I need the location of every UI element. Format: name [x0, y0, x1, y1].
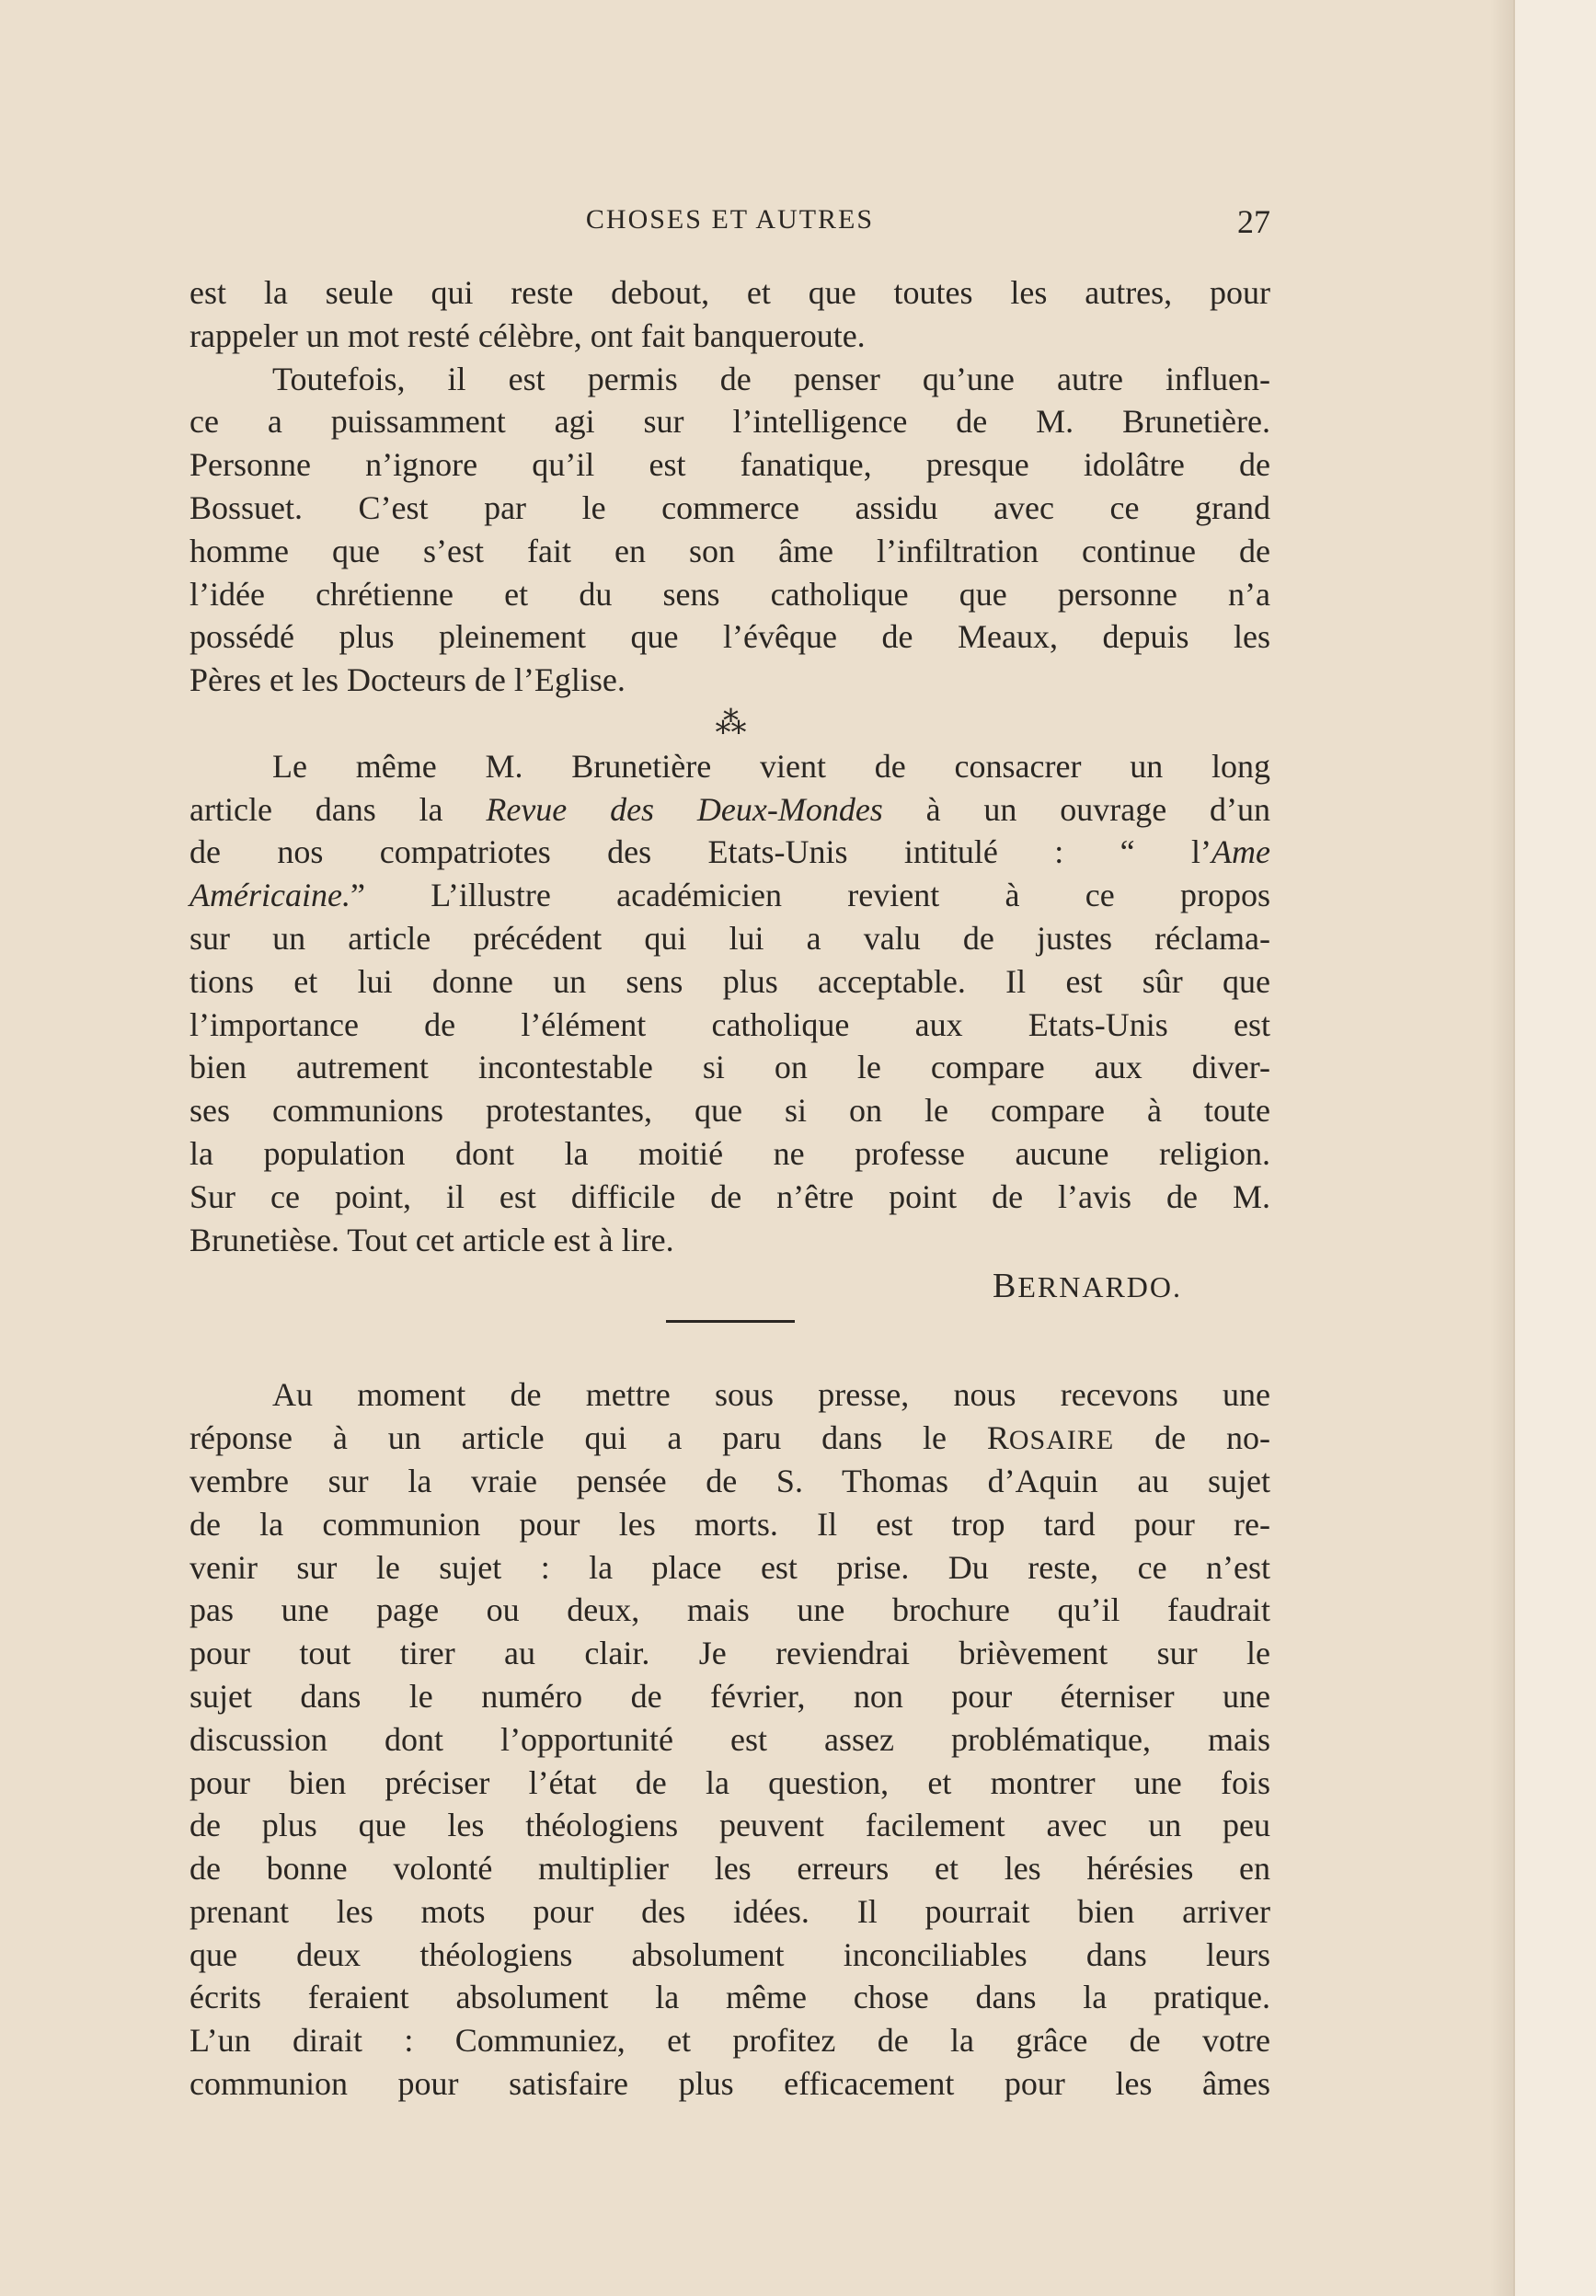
book-title-italic: Ame	[1211, 833, 1270, 871]
text-line: Pères et les Docteurs de l’Eglise.	[189, 661, 626, 699]
text-line: Brunetièse. Tout cet article est à lire.	[189, 1221, 674, 1258]
text-line	[189, 788, 1270, 832]
text-line: tions et lui donne un sens plus acceptable. Il est sûr que	[189, 962, 1270, 1000]
text-line: vembre sur la vraie pensée de S. Thomas d’Aquin au sujet	[189, 1462, 1270, 1499]
text-line: possédé plus pleinement que l’évêque de Meaux, depuis les	[189, 618, 1270, 656]
text-line: Au moment de mettre sous presse, nous recevons une	[272, 1376, 1270, 1414]
text-fragment: à un ouvrage d’un	[882, 790, 1270, 828]
text-line: homme que s’est fait en son âme l’infiltration continue de	[189, 532, 1270, 569]
text-line: discussion dont l’opportunité est assez problématique, mais	[189, 1720, 1270, 1758]
text-fragment: de nos compatriotes des Etats-Unis intitulé : “ l’	[189, 833, 1212, 871]
text-line: de bonne volonté multiplier les erreurs et les hérésies en	[189, 1850, 1270, 1888]
journal-title-italic: Revue des Deux-Mondes	[486, 790, 883, 828]
page-gutter-shadow	[1490, 0, 1513, 2296]
text-line: venir sur le sujet : la place est prise. Du reste, ce n’est	[189, 1548, 1270, 1586]
text-line: prenant les mots pour des idées. Il pourrait bien arriver	[189, 1892, 1270, 1930]
signature-initial: B	[992, 1267, 1018, 1306]
text-line	[189, 831, 1270, 874]
text-line: pour tout tirer au clair. Je reviendrai brièvement sur le	[189, 1635, 1270, 1672]
text-line: pas une page ou deux, mais une brochure qu’il faudrait	[189, 1591, 1270, 1629]
text-line: ses communions protestantes, que si on le compare à toute	[189, 1092, 1270, 1130]
section-rule	[666, 1320, 795, 1323]
text-line: ce a puissamment agi sur l’intelligence de M. Brunetière.	[189, 403, 1270, 441]
text-line: Bossuet. C’est par le commerce assidu avec ce grand	[189, 488, 1270, 526]
text-line	[189, 1417, 1270, 1460]
running-head	[189, 204, 1270, 241]
text-line: la population dont la moitié ne professe aucune religion.	[189, 1134, 1270, 1172]
text-line: communion pour satisfaire plus efficacement pour les âmes	[189, 2065, 1270, 2103]
text-line: est la seule qui reste debout, et que toutes les autres, pour	[189, 274, 1270, 311]
text-line: que deux théologiens absolument inconciliables dans leurs	[189, 1935, 1270, 1973]
text-line: sujet dans le numéro de février, non pour éterniser une	[189, 1677, 1270, 1715]
text-line: Personne n’ignore qu’il est fanatique, presque idolâtre de	[189, 446, 1270, 484]
text-line: de la communion pour les morts. Il est trop tard pour re-	[189, 1505, 1270, 1543]
signature-rest: ERNARDO.	[1017, 1270, 1182, 1304]
text-line: écrits feraient absolument la même chose dans la pratique.	[189, 1979, 1270, 2016]
text-line: de plus que les théologiens peuvent facilement avec un peu	[189, 1807, 1270, 1844]
section-separator-asterism: ⁂	[715, 704, 745, 741]
text-line	[189, 874, 1270, 917]
section-rule-wrap	[189, 1311, 1270, 1373]
small-caps-rest: OSAIRE	[1008, 1425, 1115, 1456]
author-signature	[189, 1261, 1270, 1311]
body-text	[189, 271, 1270, 2106]
text-fragment: ” L’illustre académicien revient à ce propos	[350, 877, 1270, 914]
text-fragment: article dans la	[189, 790, 487, 828]
text-fragment: de no-	[1114, 1419, 1270, 1457]
journal-name-small-caps	[987, 1419, 1114, 1456]
text-line: sur un article précédent qui lui a valu de justes réclama-	[189, 919, 1270, 957]
text-line: rappeler un mot resté célèbre, ont fait banqueroute.	[189, 316, 866, 354]
text-fragment: réponse à un article qui a paru dans le	[189, 1419, 987, 1457]
page-number: 27	[1237, 203, 1270, 240]
text-line: pour bien préciser l’état de la question, et montrer une fois	[189, 1763, 1270, 1801]
text-line: L’un dirait : Communiez, et profitez de la grâce de votre	[189, 2022, 1270, 2060]
running-title: CHOSES ET AUTRES	[585, 204, 875, 235]
text-line: bien autrement incontestable si on le compare aux diver-	[189, 1049, 1270, 1086]
book-title-italic: Américaine.	[189, 877, 350, 914]
text-line: l’idée chrétienne et du sens catholique que personne n’a	[189, 575, 1270, 613]
small-caps-initial: R	[986, 1419, 1009, 1457]
text-line: Sur ce point, il est difficile de n’être point de l’avis de M.	[189, 1177, 1270, 1215]
text-line: l’importance de l’élément catholique aux Etats-Unis est	[189, 1005, 1270, 1043]
text-line: Le même M. Brunetière vient de consacrer un long	[272, 747, 1270, 785]
text-line: Toutefois, il est permis de penser qu’une autre influen-	[272, 360, 1270, 397]
adjacent-page-edge	[1513, 0, 1596, 2296]
